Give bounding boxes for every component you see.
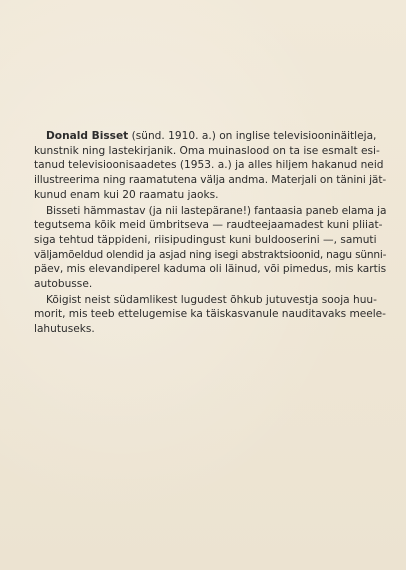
text-line: Kõigist neist südamlikest lugudest õhkub jutuvestja sooja huu-	[46, 293, 377, 306]
text-line: Donald Bisset (sünd. 1910. a.) on inglise televisiooninäitleja,	[46, 130, 377, 142]
text-line: Bisseti hämmastav (ja nii lastepärane!) fantaasia paneb elama ja	[46, 204, 387, 217]
text-line: tanud televisioonisaadetes (1953. a.) ja alles hiljem hakanud neid	[34, 159, 384, 172]
text-line: tegutsema kõik meid ümbritseva — raudteejaamadest kuni pliiat-	[34, 219, 383, 232]
text-line: siga tehtud täppideni, riisipudingust kuni buldooserini —, samuti	[34, 233, 377, 246]
text-block	[34, 129, 386, 337]
text-line: kunud enam kui 20 raamatu jaoks.	[34, 188, 219, 201]
author-name: Donald Bisset	[46, 130, 129, 142]
text-line: illustreerima ning raamatutena välja andma. Materjali on tänini jät-	[34, 174, 387, 187]
text-line: morit, mis teeb ettelugemise ka täiskasvanule nauditavaks meele-	[34, 308, 386, 321]
paragraph-author-intro	[34, 129, 386, 203]
text-line: lahutuseks.	[34, 323, 95, 336]
text-line: päev, mis elevandiperel kaduma oli läinud, või pimedus, mis kartis	[34, 263, 387, 276]
paragraph-fantasy	[34, 204, 386, 292]
paragraph-humor	[34, 293, 386, 337]
text-line: autobusse.	[34, 278, 93, 291]
text-line: kunstnik ning lastekirjanik. Oma muinaslood on ta ise esmalt esi-	[34, 144, 380, 157]
text-line: väljamõeldud olendid ja asjad ning isegi abstraktsioonid, nagu sünni-	[34, 248, 387, 261]
